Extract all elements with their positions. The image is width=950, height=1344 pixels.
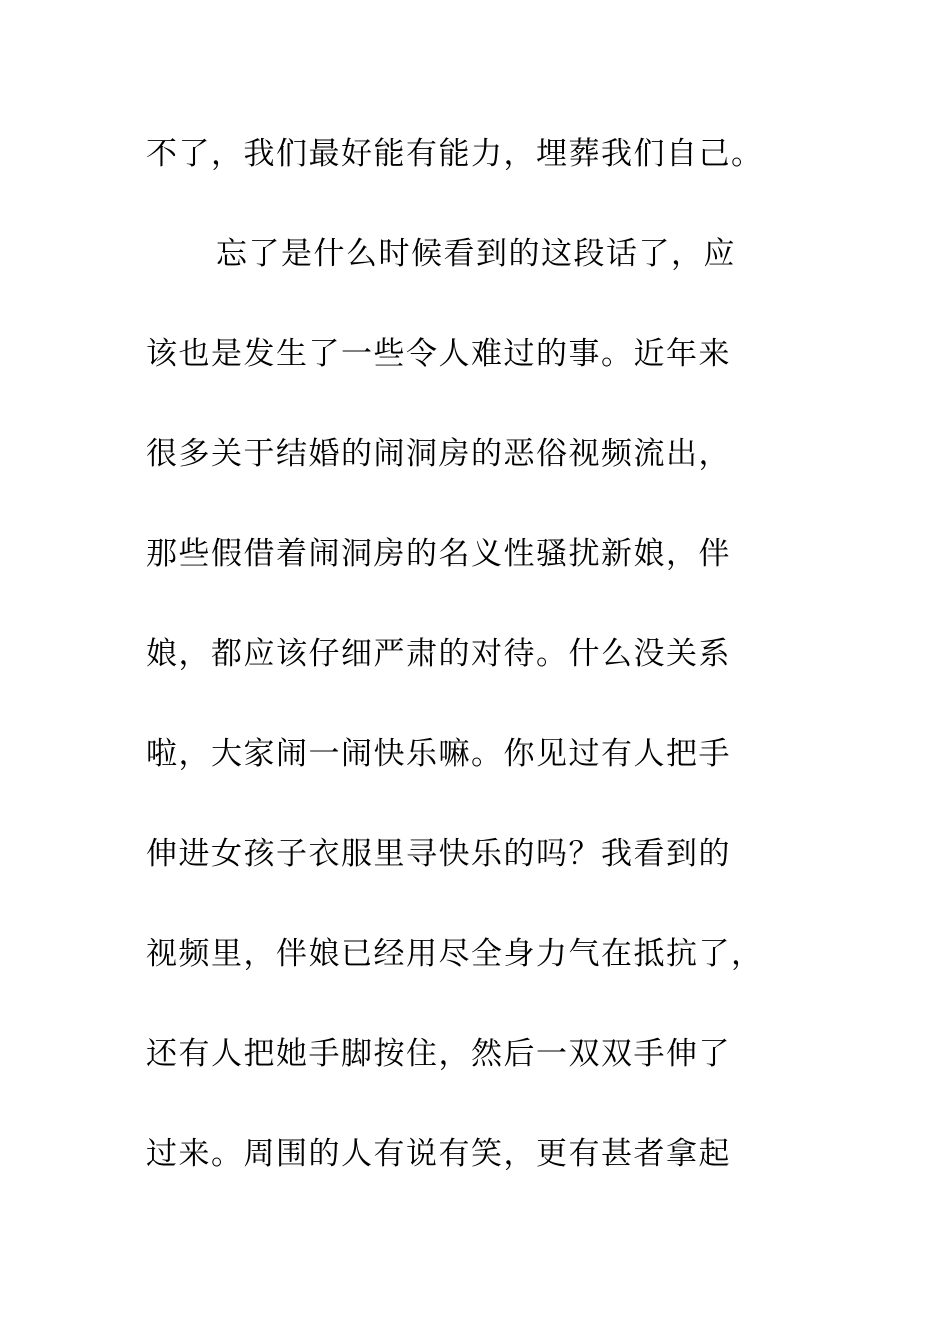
text-line: 还有人把她手脚按住，然后一双双手伸了 [146,1036,731,1072]
text-line: 该也是发生了一些令人难过的事。近年来 [146,336,731,372]
body-text [146,125,806,1225]
text-line: 忘了是什么时候看到的这段话了，应 [216,236,736,272]
text-line: 很多关于结婚的闹洞房的恶俗视频流出， [146,436,731,472]
text-line: 那些假借着闹洞房的名义性骚扰新娘，伴 [146,536,731,572]
text-line: 视频里，伴娘已经用尽全身力气在抵抗了， [146,936,764,972]
text-line: 过来。周围的人有说有笑，更有甚者拿起 [146,1136,731,1172]
text-line: 不了，我们最好能有能力，埋葬我们自己。 [146,136,764,172]
text-line: 啦，大家闹一闹快乐嘛。你见过有人把手 [146,736,731,772]
text-line: 伸进女孩子衣服里寻快乐的吗？我看到的 [146,836,731,872]
text-line: 娘，都应该仔细严肃的对待。什么没关系 [146,636,731,672]
